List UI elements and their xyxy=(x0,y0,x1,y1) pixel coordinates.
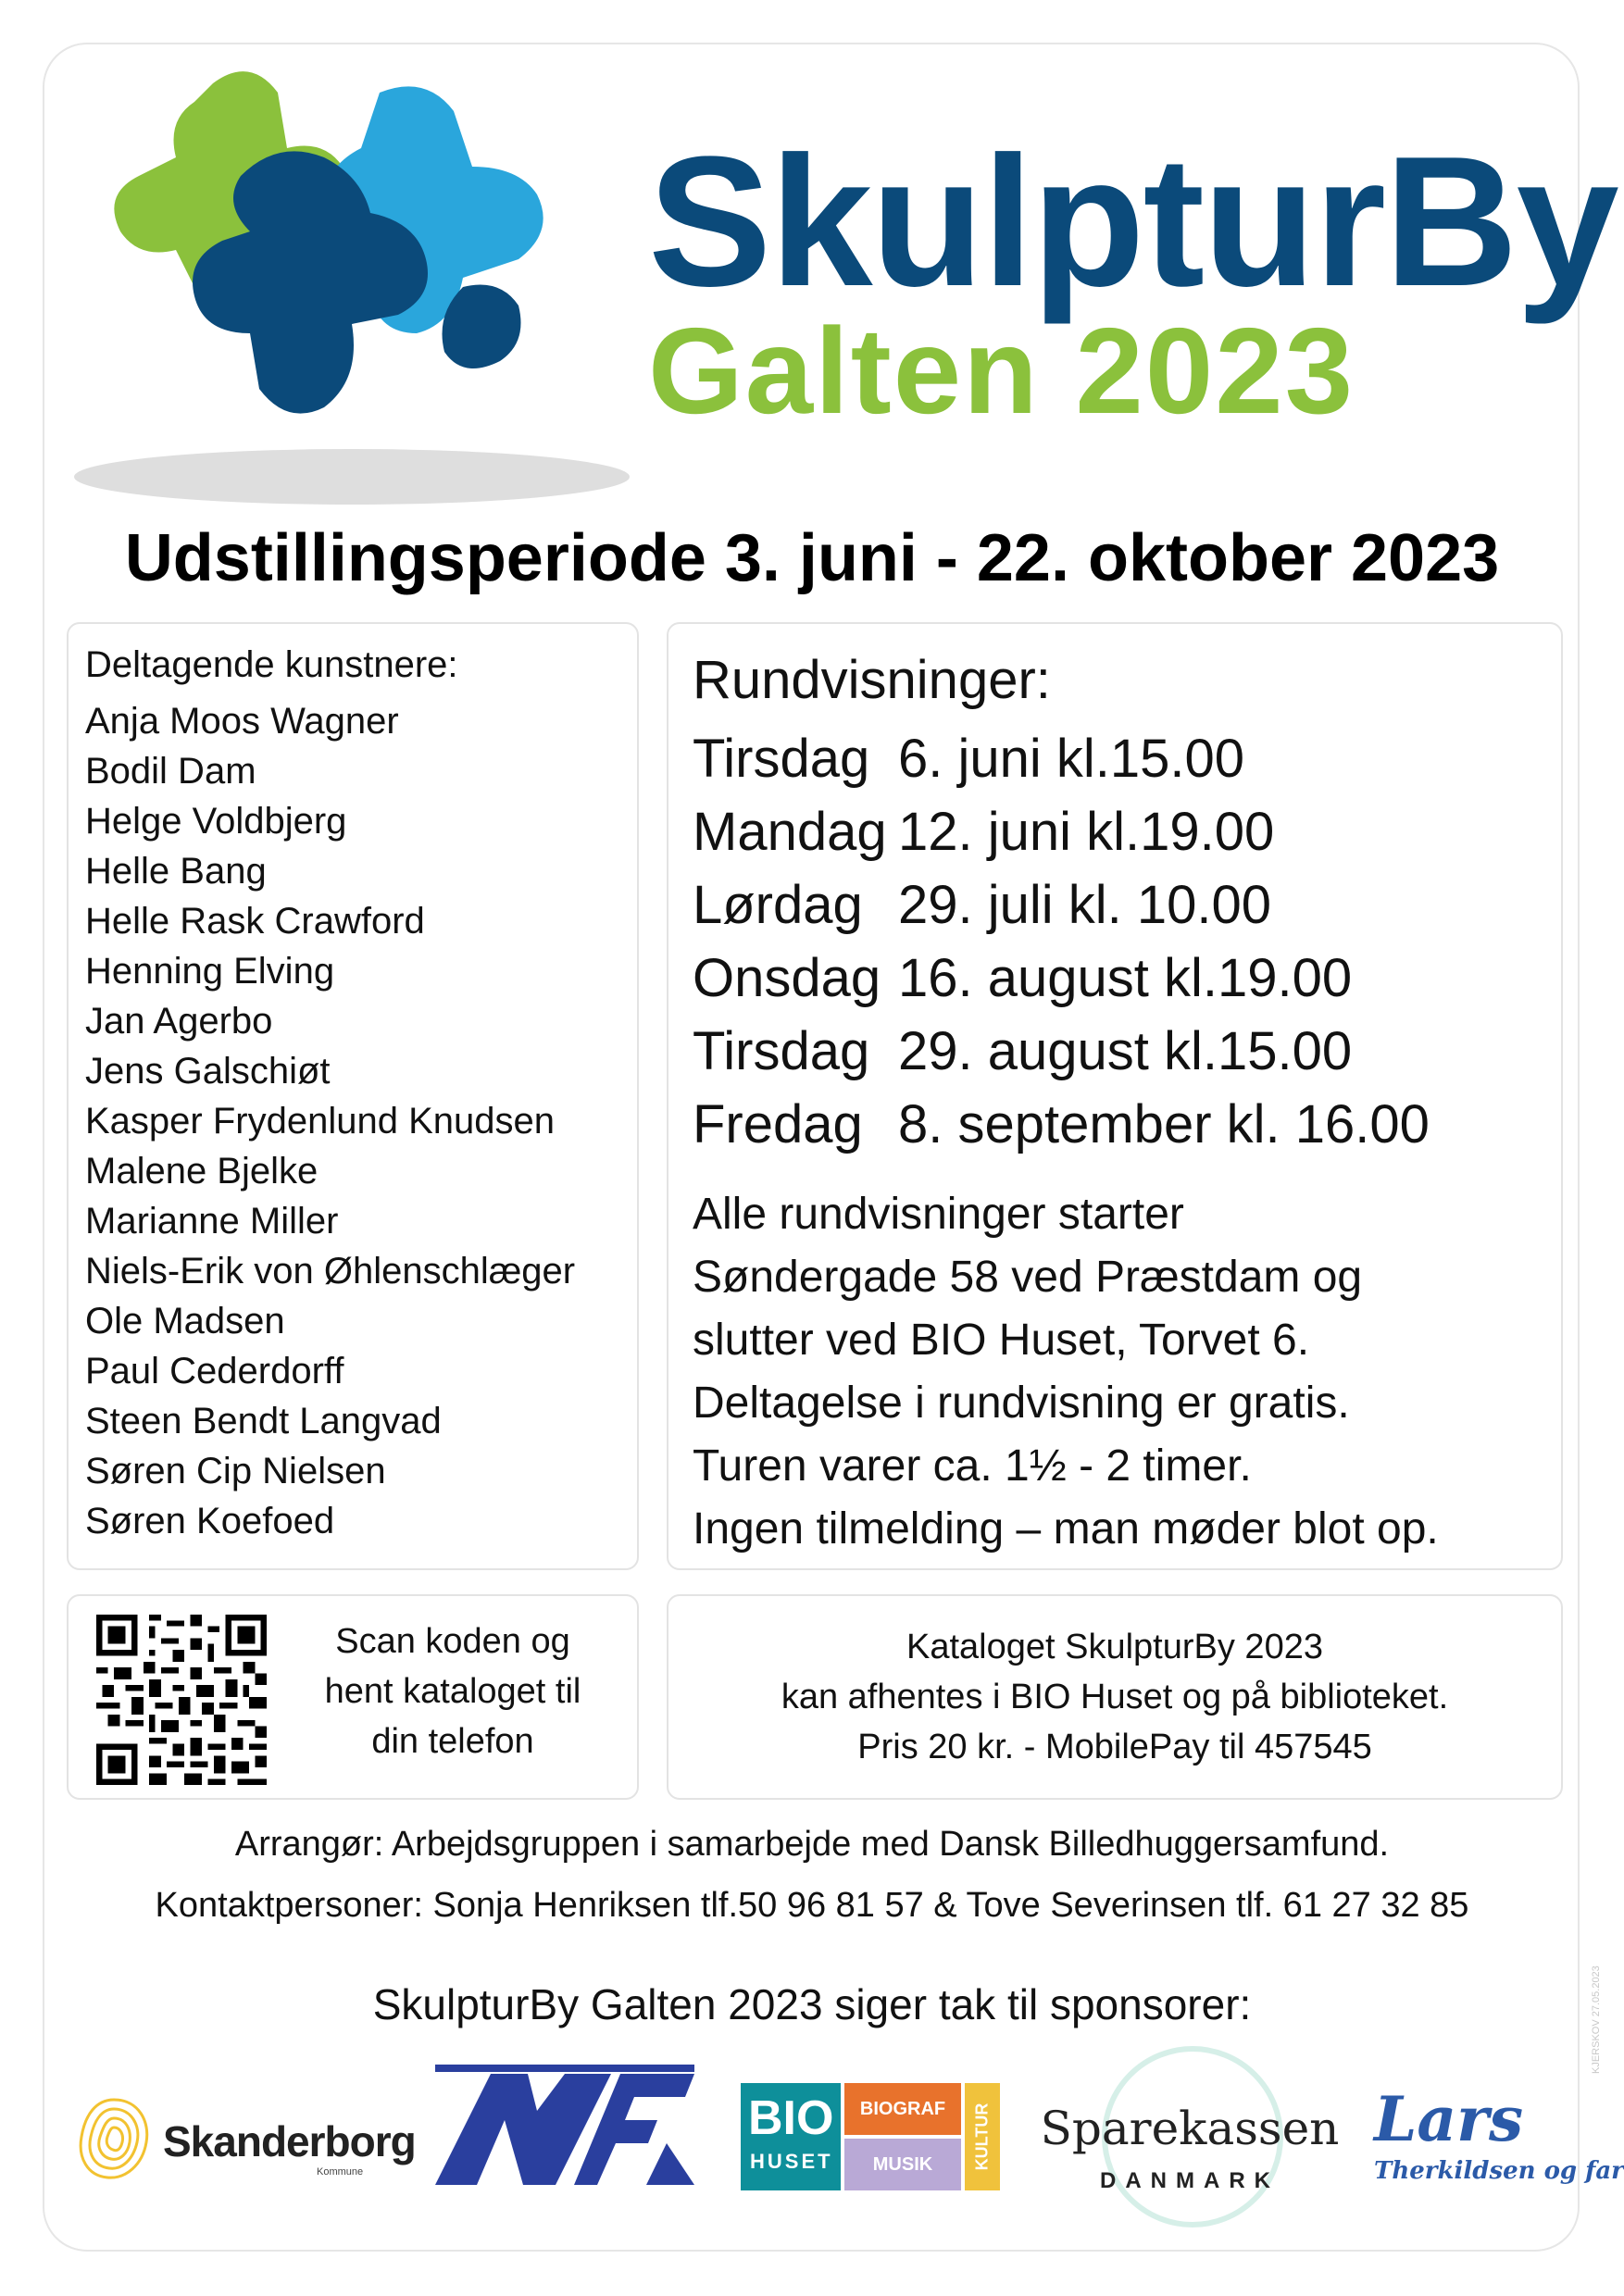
sponsor-name: Skanderborg xyxy=(163,2117,416,2165)
tour-day: Fredag xyxy=(693,1093,863,1154)
sponsor-bio-huset xyxy=(741,2083,1000,2190)
artist-name: Helle Rask Crawford xyxy=(85,901,425,942)
tour-day: Tirsdag xyxy=(693,728,870,789)
artist-name: Malene Bjelke xyxy=(85,1151,319,1192)
catalog-line: Pris 20 kr. - MobilePay til 457545 xyxy=(857,1728,1372,1766)
qr-box xyxy=(67,1594,639,1800)
sponsor-name: Lars xyxy=(1374,2083,1524,2155)
qr-line: din telefon xyxy=(371,1722,534,1761)
artist-name: Jan Agerbo xyxy=(85,1001,273,1042)
tour-day: Tirsdag xyxy=(693,1020,870,1081)
skulpturby-logo-icon xyxy=(74,56,630,509)
tour-day: Onsdag xyxy=(693,947,881,1008)
tour-row xyxy=(693,942,1537,1015)
bio-biograf: BIOGRAF xyxy=(844,2083,961,2135)
artist-name: Ole Madsen xyxy=(85,1301,285,1341)
artist-name: Henning Elving xyxy=(85,951,335,992)
bio-title: BIO xyxy=(748,2091,834,2145)
sponsors-heading: SkulpturBy Galten 2023 siger tak til sponsorer: xyxy=(372,1980,1252,2028)
qr-instructions xyxy=(291,1616,615,1766)
bio-kultur-block xyxy=(965,2083,1000,2190)
sponsor-sub: DANMARK xyxy=(1100,2168,1280,2193)
sponsor-lars-therkildsen xyxy=(1361,2083,1624,2194)
artist-name: Steen Bendt Langvad xyxy=(85,1401,442,1441)
bio-musik: MUSIK xyxy=(844,2139,961,2190)
bio-huset: HUSET xyxy=(750,2150,833,2173)
exhibition-period: Udstillingsperiode 3. juni - 22. oktober 2023 xyxy=(124,521,1500,595)
tour-day: Mandag xyxy=(693,801,887,862)
avr-logo-icon xyxy=(435,2065,694,2194)
tour-info: 6. juni kl.15.00 xyxy=(898,728,1245,789)
artist-name: Niels-Erik von Øhlenschlæger xyxy=(85,1251,576,1292)
tour-row xyxy=(693,795,1537,868)
tour-note: Søndergade 58 ved Præstdam og xyxy=(693,1252,1363,1302)
bio-main-block xyxy=(741,2083,841,2190)
contacts-text: Kontaktpersoner: Sonja Henriksen tlf.50 96 81 57 & Tove Severinsen tlf. 61 27 32 85 xyxy=(155,1886,1469,1925)
artist-name: Kasper Frydenlund Knudsen xyxy=(85,1101,555,1142)
artist-name: Søren Koefoed xyxy=(85,1501,335,1541)
artists-list xyxy=(85,696,620,1546)
catalog-line: Kataloget SkulpturBy 2023 xyxy=(906,1628,1323,1666)
skanderborg-logo-icon xyxy=(74,2094,154,2187)
artist-name: Helge Voldbjerg xyxy=(85,801,347,842)
artist-name: Marianne Miller xyxy=(85,1201,339,1242)
catalog-box xyxy=(667,1594,1563,1800)
tour-info: 29. juli kl. 10.00 xyxy=(898,874,1272,935)
sponsor-sub: Therkildsen og far xyxy=(1374,2157,1624,2185)
tour-info: 16. august kl.19.00 xyxy=(898,947,1353,1008)
tour-note: Turen varer ca. 1½ - 2 timer. xyxy=(693,1441,1252,1491)
tour-row xyxy=(693,1015,1537,1088)
catalog-line: kan afhentes i BIO Huset og på biblioteket. xyxy=(781,1678,1449,1716)
tour-row xyxy=(693,722,1537,795)
tour-note: Deltagelse i rundvisning er gratis. xyxy=(693,1378,1350,1428)
tours-notes xyxy=(693,1183,1537,1561)
brand-title: SkulpturBy xyxy=(648,119,1618,325)
tour-note: slutter ved BIO Huset, Torvet 6. xyxy=(693,1315,1310,1365)
sponsor-sparekassen xyxy=(1028,2046,1352,2231)
qr-line: Scan koden og xyxy=(335,1622,570,1661)
sponsor-sub: Kommune xyxy=(317,2166,364,2177)
artists-box xyxy=(67,622,639,1570)
artist-name: Søren Cip Nielsen xyxy=(85,1451,386,1491)
sponsor-skanderborg xyxy=(74,2090,416,2192)
brand-subtitle: Galten 2023 xyxy=(648,303,1355,439)
tours-heading: Rundvisninger: xyxy=(693,650,1051,710)
artist-name: Jens Galschiøt xyxy=(85,1051,331,1092)
print-credit: KJERSKOV 27.05.2023 xyxy=(1591,1965,1602,2074)
tours-box xyxy=(667,622,1563,1570)
sponsor-name: Sparekassen xyxy=(1040,2102,1340,2155)
tour-row xyxy=(693,868,1537,942)
organizer-text: Arrangør: Arbejdsgruppen i samarbejde med Dansk Billedhuggersamfund. xyxy=(234,1825,1390,1864)
artist-name: Paul Cederdorff xyxy=(85,1351,344,1391)
artist-name: Bodil Dam xyxy=(85,751,256,792)
qr-line: hent kataloget til xyxy=(324,1672,581,1711)
tour-info: 29. august kl.15.00 xyxy=(898,1020,1353,1081)
tour-note: Alle rundvisninger starter xyxy=(693,1189,1184,1239)
artist-name: Anja Moos Wagner xyxy=(85,701,399,742)
qr-code-icon[interactable] xyxy=(96,1615,267,1785)
bio-kultur: KULTUR xyxy=(972,2103,992,2171)
artists-heading: Deltagende kunstnere: xyxy=(85,644,458,685)
tour-info: 12. juni kl.19.00 xyxy=(898,801,1275,862)
tour-row xyxy=(693,1088,1537,1161)
tour-note: Ingen tilmelding – man møder blot op. xyxy=(693,1504,1439,1554)
tour-info: 8. september kl. 16.00 xyxy=(898,1093,1430,1154)
artist-name: Helle Bang xyxy=(85,851,267,892)
tour-day: Lørdag xyxy=(693,874,863,935)
